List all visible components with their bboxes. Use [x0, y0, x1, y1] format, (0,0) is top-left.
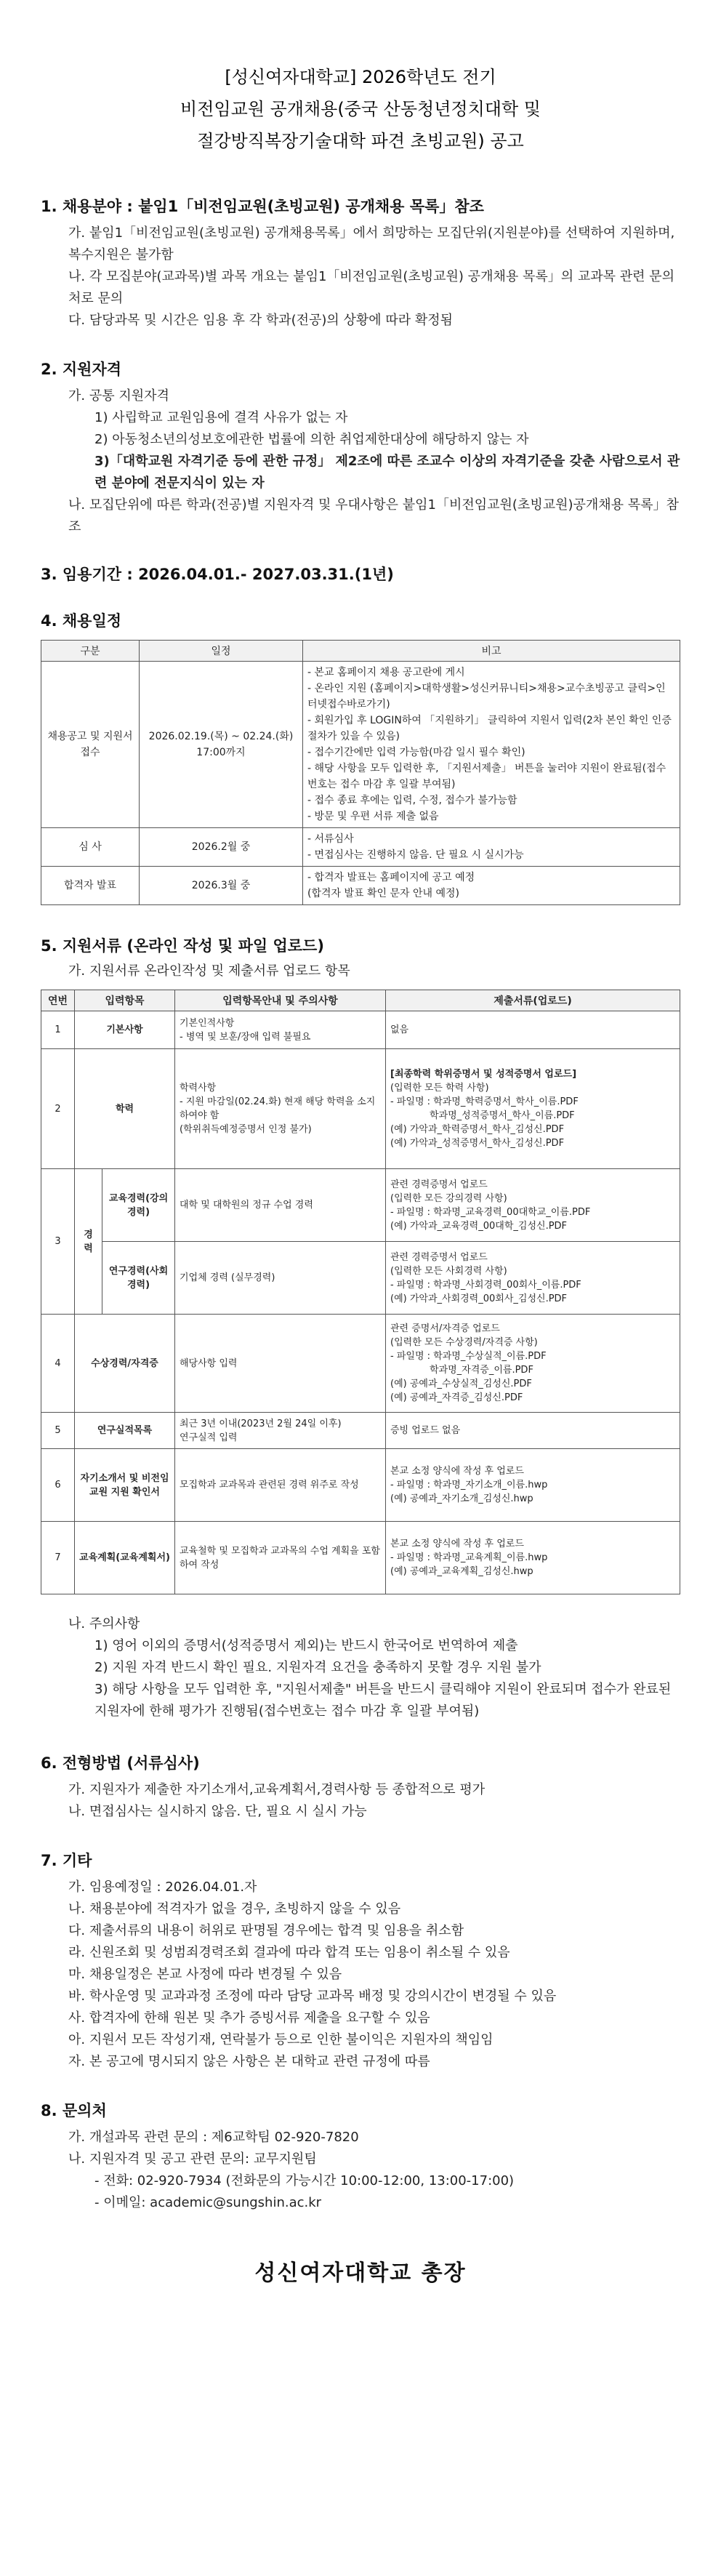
section-6-ga: 가. 지원자가 제출한 자기소개서,교육계획서,경력사항 등 종합적으로 평가 — [68, 1782, 486, 1797]
section-1-na: 나. 각 모집분야(교과목)별 과목 개요는 붙임1「비전임교원(초빙교원) 공개채용 목록」의 교과목 관련 문의처로 문의 — [68, 269, 674, 306]
section-2-ga: 가. 공통 지원자격 — [68, 388, 169, 404]
docs-line: 학과명_성적증명서_학사_이름.PDF — [430, 1110, 575, 1121]
section-4 — [41, 609, 680, 905]
documents-header-row — [41, 990, 680, 1011]
guide-line: 기본인적사항 — [180, 1017, 235, 1029]
docs-line: 증빙 업로드 없음 — [390, 1425, 461, 1436]
row-docs — [386, 1413, 680, 1449]
section-7 — [41, 1849, 680, 2073]
row-item: 학력 — [75, 1049, 175, 1169]
row-no: 5 — [41, 1413, 75, 1449]
row-guide — [175, 1315, 386, 1413]
title-line-2: 비전임교원 공개채용(중국 산동청년정치대학 및 — [180, 99, 541, 119]
docs-line: - 파일명 : 학과명_교육계획_이름.hwp — [390, 1552, 548, 1563]
schedule-header-category: 구분 — [41, 641, 140, 662]
section-6 — [41, 1752, 680, 1823]
section-7-item: 바. 학사운영 및 교과과정 조정에 따라 담당 교과목 배정 및 강의시간이 변경될 수 있음 — [68, 1989, 557, 2004]
row-item: 교육경력(강의경력) — [102, 1169, 175, 1242]
row-no: 3 — [41, 1169, 75, 1315]
row-item: 연구실적목록 — [75, 1413, 175, 1449]
docs-line: 학과명_자격증_이름.PDF — [430, 1365, 533, 1376]
title-line-3: 절강방직복장기술대학 파견 초빙교원) 공고 — [197, 131, 524, 151]
note-line: - 방문 및 우편 서류 제출 없음 — [307, 811, 439, 822]
note-line: - 회원가입 후 LOGIN하여 「지원하기」 클릭하여 지원서 입력(2차 본인 확인 인증 절차가 있을 수 있음) — [307, 715, 672, 742]
section-5-ga: 가. 지원서류 온라인작성 및 제출서류 업로드 항목 — [68, 963, 350, 979]
note-line: - 서류심사 — [307, 833, 354, 845]
row-item: 연구경력(사회경력) — [102, 1242, 175, 1315]
schedule-date: 2026.3월 중 — [140, 867, 303, 905]
section-5-note-3: 3) 해당 사항을 모두 입력한 후, "지원서제출" 버튼을 반드시 클릭해야 지원이 완료되며 접수가 완료된 지원자에 한해 평가가 진행됨(접수번호는 접수 마감 후 일괄 부여됨) — [94, 1682, 672, 1719]
section-5 — [41, 934, 680, 1722]
section-8-heading: 8. 문의처 — [41, 2102, 107, 2119]
table-row — [41, 828, 680, 867]
row-no: 1 — [41, 1011, 75, 1049]
guide-line: 학력사항 — [180, 1083, 217, 1094]
docs-line: (예) 공예과_자격증_김성신.PDF — [390, 1392, 523, 1403]
table-row — [41, 1242, 680, 1315]
section-8 — [41, 2099, 680, 2214]
schedule-date: 2026.2월 중 — [140, 828, 303, 867]
docs-line: (입력한 모든 학력 사항) — [390, 1083, 489, 1094]
row-item: 자기소개서 및 비전임교원 지원 확인서 — [75, 1449, 175, 1522]
docs-line: (입력한 모든 사회경력 사항) — [390, 1265, 507, 1277]
row-no: 2 — [41, 1049, 75, 1169]
section-7-item: 사. 합격자에 한해 원본 및 추가 증빙서류 제출을 요구할 수 있음 — [68, 2010, 430, 2026]
section-1-ga: 가. 붙임1「비전임교원(초빙교원) 공개채용목록」에서 희망하는 모집단위(지원분야)를 선택하여 지원하며, 복수지원은 불가함 — [68, 225, 675, 262]
schedule-header-row — [41, 641, 680, 662]
docs-line: [최종학력 학위증명서 및 성적증명서 업로드] — [390, 1069, 577, 1080]
row-docs — [386, 1242, 680, 1315]
documents-header-no: 연번 — [41, 990, 75, 1011]
table-row — [41, 1413, 680, 1449]
docs-line: (예) 가악과_성적증명서_학사_김성신.PDF — [390, 1138, 565, 1149]
note-line: - 해당 사항을 모두 입력한 후, 「지원서제출」 버튼을 눌러야 지원이 완료됨(접수번호는 접수 마감 후 일괄 부여됨) — [307, 763, 666, 790]
guide-line: - 병역 및 보훈/장애 입력 불필요 — [180, 1031, 311, 1043]
guide-line: 기업체 경력 (실무경력) — [180, 1272, 275, 1283]
table-row — [41, 867, 680, 905]
row-guide — [175, 1242, 386, 1315]
section-5-heading: 5. 지원서류 (온라인 작성 및 파일 업로드) — [41, 937, 324, 955]
note-line: - 합격자 발표는 홈페이지에 공고 예정 — [307, 872, 475, 883]
row-no: 6 — [41, 1449, 75, 1522]
guide-line: 모집학과 교과목과 관련된 경력 위주로 작성 — [180, 1480, 359, 1490]
docs-line: 본교 소정 양식에 작성 후 업로드 — [390, 1466, 524, 1477]
schedule-notes — [303, 662, 680, 828]
table-row — [41, 662, 680, 828]
section-2-na: 나. 모집단위에 따른 학과(전공)별 지원자격 및 우대사항은 붙임1「비전임교원(초빙교원)공개채용 목록」참조 — [68, 497, 679, 534]
note-line: - 면접심사는 진행하지 않음. 단 필요 시 실시가능 — [307, 849, 524, 861]
docs-line: (예) 가악과_사회경력_00회사_김성신.PDF — [390, 1293, 568, 1304]
section-7-item: 가. 임용예정일 : 2026.04.01.자 — [68, 1879, 257, 1895]
schedule-header-date: 일정 — [140, 641, 303, 662]
schedule-notes — [303, 867, 680, 905]
guide-line: 해당사항 입력 — [180, 1357, 238, 1369]
row-group: 경력 — [75, 1169, 102, 1315]
row-docs — [386, 1011, 680, 1049]
section-7-item: 아. 지원서 모든 작성기재, 연락불가 등으로 인한 불이익은 지원자의 책임임 — [68, 2032, 494, 2047]
row-docs — [386, 1049, 680, 1169]
guide-line: - 지원 마감일(02.24.화) 현재 해당 학력을 소지하여야 함 — [180, 1096, 376, 1121]
docs-line: - 파일명 : 학과명_자기소개_이름.hwp — [390, 1480, 548, 1490]
row-docs — [386, 1169, 680, 1242]
section-5-na: 나. 주의사항 — [68, 1616, 140, 1632]
section-2-item-2: 2) 아동청소년의성보호에관한 법률에 의한 취업제한대상에 해당하지 않는 자 — [94, 432, 529, 447]
section-7-item: 나. 채용분야에 적격자가 없을 경우, 초빙하지 않을 수 있음 — [68, 1901, 401, 1917]
section-1 — [41, 195, 680, 332]
guide-line: (학위취득예정증명서 인정 불가) — [180, 1124, 312, 1135]
table-row — [41, 1522, 680, 1594]
section-2 — [41, 358, 680, 538]
guide-line: 최근 3년 이내(2023년 2월 24일 이후) — [180, 1418, 342, 1429]
section-1-heading: 1. 채용분야 : 붙임1「비전임교원(초빙교원) 공개채용 목록」참조 — [41, 198, 484, 215]
row-docs — [386, 1315, 680, 1413]
docs-line: 관련 경력증명서 업로드 — [390, 1251, 488, 1263]
note-line: - 접수기간에만 입력 가능함(마감 일시 필수 확인) — [307, 747, 525, 758]
schedule-table — [41, 640, 680, 905]
section-3-heading: 3. 임용기간 : 2026.04.01.- 2027.03.31.(1년) — [41, 566, 394, 583]
row-no: 7 — [41, 1522, 75, 1594]
row-item: 수상경력/자격증 — [75, 1315, 175, 1413]
guide-line: 연구실적 입력 — [180, 1432, 238, 1443]
title-line-1: [성신여자대학교] 2026학년도 전기 — [225, 67, 496, 87]
documents-table — [41, 990, 680, 1594]
guide-line: 대학 및 대학원의 정규 수업 경력 — [180, 1200, 313, 1211]
section-6-heading: 6. 전형방법 (서류심사) — [41, 1754, 200, 1772]
note-line: - 온라인 지원 (홈페이지>대학생활>성신커뮤니티>채용>교수초빙공고 클릭>인터넷접수바로가기) — [307, 683, 666, 710]
row-item: 기본사항 — [75, 1011, 175, 1049]
row-guide — [175, 1011, 386, 1049]
note-line: - 본교 홈페이지 채용 공고란에 게시 — [307, 667, 465, 678]
table-row — [41, 1049, 680, 1169]
schedule-header-notes: 비고 — [303, 641, 680, 662]
section-5-note-1: 1) 영어 이외의 증명서(성적증명서 제외)는 반드시 한국어로 번역하여 제출 — [94, 1638, 518, 1653]
table-row — [41, 1449, 680, 1522]
schedule-date: 2026.02.19.(목) ~ 02.24.(화) 17:00까지 — [140, 662, 303, 828]
docs-line: (예) 공예과_수상실적_김성신.PDF — [390, 1379, 532, 1389]
docs-line: 없음 — [390, 1024, 409, 1035]
section-4-heading: 4. 채용일정 — [41, 612, 122, 630]
row-item: 교육계획(교육계획서) — [75, 1522, 175, 1594]
docs-line: - 파일명 : 학과명_학력증명서_학사_이름.PDF — [390, 1096, 579, 1107]
row-guide — [175, 1522, 386, 1594]
signature: 성신여자대학교 총장 — [254, 2260, 467, 2286]
row-docs — [386, 1449, 680, 1522]
section-7-item: 라. 신원조회 및 성범죄경력조회 결과에 따라 합격 또는 임용이 취소될 수 있음 — [68, 1945, 510, 1960]
schedule-label: 채용공고 및 지원서 접수 — [41, 662, 140, 828]
section-7-item: 다. 제출서류의 내용이 허위로 판명될 경우에는 합격 및 임용을 취소함 — [68, 1923, 464, 1938]
section-7-item: 자. 본 공고에 명시되지 않은 사항은 본 대학교 관련 규정에 따름 — [68, 2054, 430, 2069]
documents-header-item: 입력항목 — [75, 990, 175, 1011]
docs-line: (입력한 모든 강의경력 사항) — [390, 1192, 507, 1204]
section-2-item-3: 3)「대학교원 자격기준 등에 관한 규정」 제2조에 따른 조교수 이상의 자격기준을 갖춘 사람으로서 관련 분야에 전문지식이 있는 자 — [94, 454, 680, 491]
schedule-label: 심 사 — [41, 828, 140, 867]
documents-header-guide: 입력항목안내 및 주의사항 — [175, 990, 386, 1011]
row-docs — [386, 1522, 680, 1594]
docs-line: (예) 가악과_학력증명서_학사_김성신.PDF — [390, 1124, 565, 1135]
section-6-na: 나. 면접심사는 실시하지 않음. 단, 필요 시 실시 가능 — [68, 1804, 367, 1819]
docs-line: 본교 소정 양식에 작성 후 업로드 — [390, 1538, 524, 1549]
docs-line: - 파일명 : 학과명_교육경력_00대학교_이름.PDF — [390, 1206, 591, 1218]
note-line: - 접수 종료 후에는 입력, 수정, 접수가 불가능함 — [307, 795, 517, 806]
section-3 — [41, 563, 680, 585]
contact-email[interactable]: - 이메일: academic@sungshin.ac.kr — [94, 2195, 322, 2210]
section-7-item: 마. 채용일정은 본교 사정에 따라 변경될 수 있음 — [68, 1967, 342, 1982]
docs-line: 관련 경력증명서 업로드 — [390, 1179, 488, 1190]
guide-line: 교육철학 및 모집학과 교과목의 수업 계획을 포함하여 작성 — [180, 1545, 380, 1570]
docs-line: - 파일명 : 학과명_사회경력_00회사_이름.PDF — [390, 1279, 581, 1291]
section-7-heading: 7. 기타 — [41, 1852, 92, 1869]
docs-line: 관련 증명서/자격증 업로드 — [390, 1323, 500, 1334]
row-no: 4 — [41, 1315, 75, 1413]
docs-line: (예) 공예과_자기소개_김성신.hwp — [390, 1493, 533, 1504]
table-row — [41, 1169, 680, 1242]
row-guide — [175, 1169, 386, 1242]
table-row — [41, 1011, 680, 1049]
section-2-heading: 2. 지원자격 — [41, 361, 122, 378]
note-line: (합격자 발표 확인 문자 안내 예정) — [307, 888, 459, 899]
docs-line: (예) 공예과_교육계획_김성신.hwp — [390, 1566, 533, 1577]
section-5-note-2: 2) 지원 자격 반드시 확인 필요. 지원자격 요건을 충족하지 못할 경우 지원 불가 — [94, 1660, 541, 1675]
documents-header-docs: 제출서류(업로드) — [386, 990, 680, 1011]
section-2-item-1: 1) 사립학교 교원임용에 결격 사유가 없는 자 — [94, 410, 348, 425]
docs-line: - 파일명 : 학과명_수상실적_이름.PDF — [390, 1351, 547, 1362]
section-8-ga: 가. 개설과목 관련 문의 : 제6교학팀 02-920-7820 — [68, 2130, 359, 2145]
docs-line: (입력한 모든 수상경력/자격증 사항) — [390, 1337, 538, 1348]
schedule-label: 합격자 발표 — [41, 867, 140, 905]
schedule-notes — [303, 828, 680, 867]
row-guide — [175, 1413, 386, 1449]
title-block — [41, 0, 680, 157]
row-guide — [175, 1049, 386, 1169]
table-row — [41, 1315, 680, 1413]
row-guide — [175, 1449, 386, 1522]
contact-phone: - 전화: 02-920-7934 (전화문의 가능시간 10:00-12:00, 13:00-17:00) — [94, 2173, 515, 2188]
section-8-na: 나. 지원자격 및 공고 관련 문의: 교무지원팀 — [68, 2151, 317, 2167]
section-1-da: 다. 담당과목 및 시간은 임용 후 각 학과(전공)의 상황에 따라 확정됨 — [68, 313, 454, 328]
docs-line: (예) 가악과_교육경력_00대학_김성신.PDF — [390, 1220, 568, 1232]
